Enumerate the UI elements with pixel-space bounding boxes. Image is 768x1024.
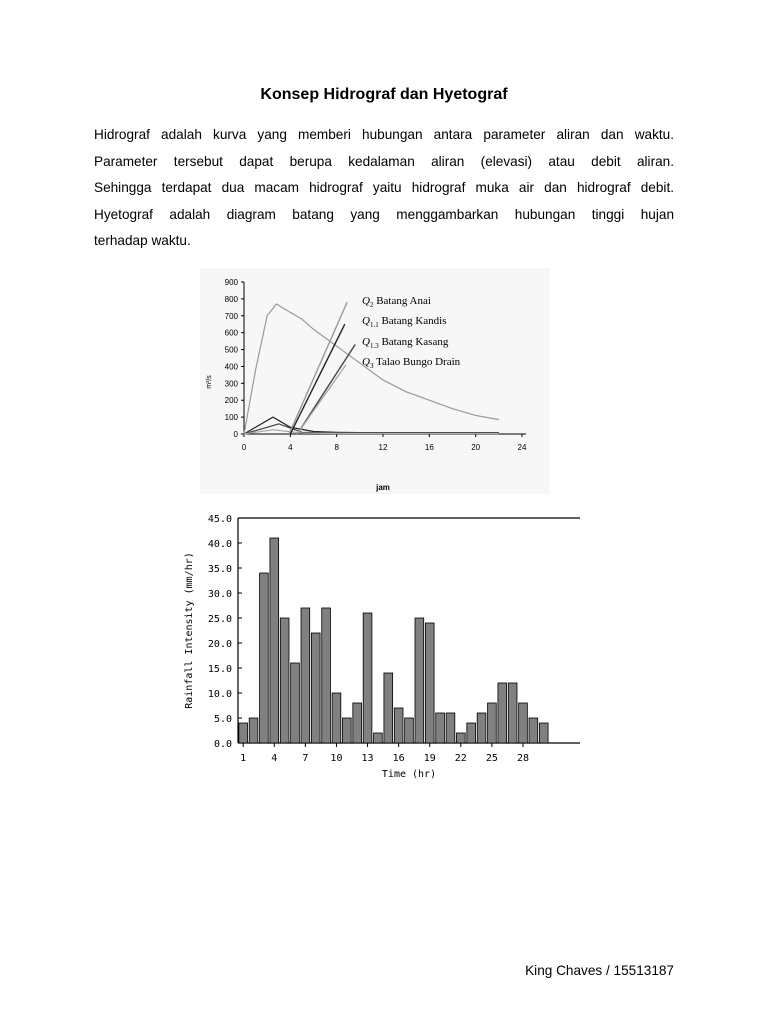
rainfall-bar (311, 633, 320, 743)
rainfall-bar (280, 618, 289, 743)
rainfall-bar (519, 703, 528, 743)
y-tick-label: 600 (224, 328, 238, 338)
x-tick-label: 0 (241, 443, 247, 452)
x-tick-label: 19 (423, 753, 436, 764)
paragraph-line: Hyetograf adalah diagram batang yang menggambarkan hubungan tinggi hujan (94, 206, 674, 222)
rainfall-bar (467, 723, 476, 743)
legend-entry: $Q_{1.3}$ Batang Kasang (362, 336, 449, 350)
x-tick-label: 1 (240, 753, 247, 764)
x-tick-label: 4 (271, 753, 278, 764)
x-tick-label: 24 (517, 443, 527, 452)
body-paragraph (94, 122, 674, 255)
legend-entry: $Q_{1.1}$ Batang Kandis (362, 315, 447, 329)
rainfall-bar (301, 608, 310, 743)
rainfall-bar (291, 663, 300, 743)
rainfall-bar (353, 703, 362, 743)
hydrograph-chart (200, 268, 550, 494)
rainfall-bar (249, 718, 258, 743)
hyetograph-chart (180, 508, 590, 788)
x-axis-label: jam (376, 483, 390, 492)
y-tick-label: 30.0 (207, 589, 232, 600)
x-tick-label: 10 (330, 753, 343, 764)
rainfall-bar (477, 713, 486, 743)
y-axis-label: m³/s (206, 375, 213, 389)
rainfall-bar (342, 718, 351, 743)
paragraph-line: terhadap waktu. (94, 233, 191, 248)
legend-entry: $Q_2$ Batang Anai (362, 295, 431, 309)
rainfall-bar (363, 613, 372, 743)
x-axis-label: Time (hr) (381, 769, 437, 780)
x-tick-label: 16 (392, 753, 405, 764)
rainfall-bar (529, 718, 538, 743)
rainfall-bar (322, 608, 331, 743)
x-tick-label: 8 (334, 443, 339, 452)
footer-author: King Chaves / 15513187 (525, 963, 674, 978)
x-tick-label: 12 (378, 443, 388, 452)
y-tick-label: 400 (224, 362, 238, 372)
y-tick-label: 5.0 (213, 714, 232, 725)
y-tick-label: 35.0 (207, 564, 232, 575)
x-tick-label: 7 (302, 753, 309, 764)
rainfall-bar (394, 708, 403, 743)
y-tick-label: 500 (224, 345, 238, 355)
rainfall-bar (374, 733, 383, 743)
rainfall-bar (270, 538, 279, 743)
y-tick-label: 100 (224, 413, 238, 423)
rainfall-bar (456, 733, 465, 743)
paragraph-line: Sehingga terdapat dua macam hidrograf yaitu hidrograf muka air dan hidrograf debit. (94, 180, 674, 195)
legend-entry: $Q_3$ Talao Bungo Drain (362, 356, 461, 370)
rainfall-bar (436, 713, 445, 743)
y-tick-label: 0.0 (213, 739, 232, 750)
y-tick-label: 45.0 (207, 514, 232, 525)
rainfall-bar (539, 723, 548, 743)
rainfall-bar (332, 693, 341, 743)
page-title: Konsep Hidrograf dan Hyetograf (260, 86, 508, 103)
paragraph-line: Parameter tersebut dapat berupa kedalaman aliran (elevasi) atau debit aliran. (94, 153, 674, 169)
x-tick-label: 13 (361, 753, 374, 764)
x-tick-label: 20 (471, 443, 481, 452)
rainfall-bar (446, 713, 455, 743)
rainfall-bar (425, 623, 434, 743)
rainfall-bar (508, 683, 517, 743)
rainfall-bar (260, 573, 269, 743)
y-tick-label: 700 (224, 311, 238, 321)
y-tick-label: 25.0 (207, 614, 232, 625)
x-tick-label: 4 (288, 443, 293, 452)
rainfall-bar (239, 723, 248, 743)
y-tick-label: 40.0 (207, 539, 232, 550)
y-tick-label: 800 (224, 294, 238, 304)
y-tick-label: 20.0 (207, 639, 232, 650)
y-tick-label: 200 (224, 396, 238, 406)
x-tick-label: 22 (454, 753, 467, 764)
rainfall-bar (415, 618, 424, 743)
x-tick-label: 28 (516, 753, 530, 764)
y-axis-label: Rainfall Intensity (mm/hr) (184, 552, 195, 709)
rainfall-bar (384, 673, 393, 743)
x-tick-label: 25 (485, 753, 498, 764)
paragraph-line: Hidrograf adalah kurva yang memberi hubungan antara parameter aliran dan waktu. (94, 127, 674, 142)
y-tick-label: 300 (224, 379, 238, 389)
rainfall-bar (405, 718, 414, 743)
y-tick-label: 900 (224, 278, 238, 287)
y-tick-label: 0 (233, 430, 238, 439)
y-tick-label: 10.0 (207, 689, 232, 700)
rainfall-bar (488, 703, 497, 743)
rainfall-bar (498, 683, 507, 743)
y-tick-label: 15.0 (207, 664, 232, 675)
x-tick-label: 16 (424, 443, 434, 452)
